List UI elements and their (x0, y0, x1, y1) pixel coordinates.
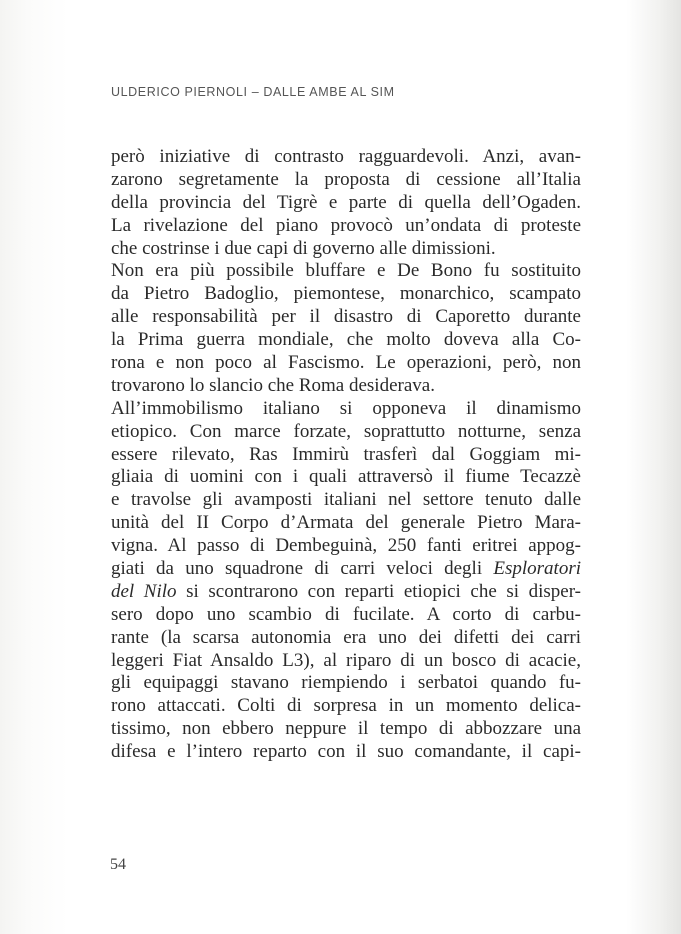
text-line: Non era più possibile bluffare e De Bono fu sostituito (111, 260, 581, 282)
body-text (111, 146, 581, 764)
text-line: essere rilevato, Ras Immirù trasferì dal Goggiam mi- (111, 443, 581, 465)
text-line: della provincia del Tigrè e parte di quella dell’Ogaden. (111, 191, 581, 213)
text-line: etiopico. Con marce forzate, soprattutto notturne, senza (111, 420, 581, 442)
page-number: 54 (110, 856, 126, 873)
text-line: tissimo, non ebbero neppure il tempo di abbozzare una (111, 718, 581, 740)
text-line: sero dopo uno scambio di fucilate. A corto di carbu- (111, 603, 581, 625)
text-line: e travolse gli avamposti italiani nel settore tenuto dalle (111, 489, 581, 511)
text-line: leggeri Fiat Ansaldo L3), al riparo di un bosco di acacie, (111, 649, 581, 671)
text-line: rono attaccati. Colti di sorpresa in un momento delica- (111, 695, 581, 717)
text-line: zarono segretamente la proposta di cessione all’Italia (111, 168, 581, 190)
text-line (111, 558, 581, 581)
text-line: unità del II Corpo d’Armata del generale Pietro Mara- (111, 512, 581, 534)
text-line: che costrinse i due capi di governo alle dimissioni. (111, 237, 496, 259)
text-line: rona e non poco al Fascismo. Le operazioni, però, non (111, 352, 581, 374)
text-line (111, 581, 581, 604)
text-line: gli equipaggi stavano riempiendo i serbatoi quando fu- (111, 672, 581, 694)
text-segment: giati da uno squadrone di carri veloci degli (111, 558, 494, 580)
text-line: però iniziative di contrasto ragguardevoli. Anzi, avan- (111, 146, 581, 167)
text-line: trovarono lo slancio che Roma desiderava. (111, 374, 435, 396)
italic-text-segment: del Nilo (111, 580, 177, 602)
italic-text-segment: Esploratori (493, 558, 581, 580)
text-line: vigna. Al passo di Dembeguinà, 250 fanti eritrei appog- (111, 535, 581, 557)
text-line: difesa e l’intero reparto con il suo comandante, il capi- (111, 741, 581, 763)
text-line: da Pietro Badoglio, piemontese, monarchico, scampato (111, 283, 581, 305)
running-head: ULDERICO PIERNOLI – DALLE AMBE AL SIM (111, 85, 395, 99)
text-segment: si scontrarono con reparti etiopici che si disper- (176, 580, 581, 602)
text-line: All’immobilismo italiano si opponeva il dinamismo (111, 397, 581, 419)
text-line: la Prima guerra mondiale, che molto doveva alla Co- (111, 329, 581, 351)
text-line: gliaia di uomini con i quali attraversò il fiume Tecazzè (111, 466, 581, 488)
text-line: La rivelazione del piano provocò un’ondata di proteste (111, 214, 581, 236)
text-line: alle responsabilità per il disastro di Caporetto durante (111, 306, 581, 328)
text-line: rante (la scarsa autonomia era uno dei difetti dei carri (111, 626, 581, 648)
